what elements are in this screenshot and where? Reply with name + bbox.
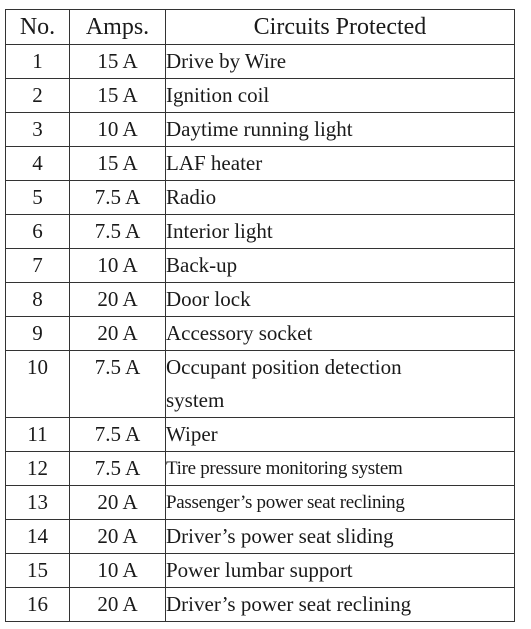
table-row xyxy=(6,418,515,452)
cell-amps: 15 A xyxy=(70,79,166,113)
cell-amps: 20 A xyxy=(70,317,166,351)
cell-no: 10 xyxy=(6,351,70,418)
table-row xyxy=(6,486,515,520)
table-row xyxy=(6,79,515,113)
cell-no: 15 xyxy=(6,554,70,588)
cell-amps: 20 A xyxy=(70,520,166,554)
fuse-table xyxy=(5,9,515,622)
cell-no: 6 xyxy=(6,215,70,249)
table-row xyxy=(6,283,515,317)
cell-circuit: Wiper xyxy=(166,418,515,452)
cell-circuit-line2: system xyxy=(166,388,225,412)
cell-amps: 10 A xyxy=(70,554,166,588)
header-circuits: Circuits Protected xyxy=(166,10,515,45)
table-row xyxy=(6,317,515,351)
table-row xyxy=(6,113,515,147)
cell-no: 8 xyxy=(6,283,70,317)
cell-amps: 20 A xyxy=(70,486,166,520)
cell-circuit: Power lumbar support xyxy=(166,554,515,588)
header-no: No. xyxy=(6,10,70,45)
cell-amps: 10 A xyxy=(70,249,166,283)
cell-no: 16 xyxy=(6,588,70,622)
cell-circuit-line1: Occupant position detection xyxy=(166,355,402,379)
table-row xyxy=(6,351,515,418)
cell-no: 1 xyxy=(6,45,70,79)
cell-no: 3 xyxy=(6,113,70,147)
table-row xyxy=(6,520,515,554)
cell-circuit: Drive by Wire xyxy=(166,45,515,79)
cell-no: 14 xyxy=(6,520,70,554)
cell-circuit: Daytime running light xyxy=(166,113,515,147)
cell-amps: 7.5 A xyxy=(70,452,166,486)
cell-circuit: Tire pressure monitoring system xyxy=(166,452,515,486)
cell-no: 9 xyxy=(6,317,70,351)
cell-no: 11 xyxy=(6,418,70,452)
cell-circuit: Interior light xyxy=(166,215,515,249)
cell-circuit: Passenger’s power seat reclining xyxy=(166,486,515,520)
cell-circuit xyxy=(166,351,515,418)
cell-amps: 7.5 A xyxy=(70,418,166,452)
cell-amps: 10 A xyxy=(70,113,166,147)
table-row xyxy=(6,554,515,588)
cell-amps: 15 A xyxy=(70,147,166,181)
table-row xyxy=(6,249,515,283)
cell-amps: 7.5 A xyxy=(70,351,166,418)
cell-no: 12 xyxy=(6,452,70,486)
cell-circuit: Driver’s power seat reclining xyxy=(166,588,515,622)
cell-circuit: Accessory socket xyxy=(166,317,515,351)
table-row xyxy=(6,45,515,79)
cell-circuit: Driver’s power seat sliding xyxy=(166,520,515,554)
header-row xyxy=(6,10,515,45)
cell-no: 13 xyxy=(6,486,70,520)
table-row xyxy=(6,452,515,486)
cell-amps: 20 A xyxy=(70,283,166,317)
cell-no: 7 xyxy=(6,249,70,283)
table-row xyxy=(6,147,515,181)
cell-amps: 7.5 A xyxy=(70,215,166,249)
table-row xyxy=(6,588,515,622)
cell-amps: 20 A xyxy=(70,588,166,622)
cell-amps: 15 A xyxy=(70,45,166,79)
cell-amps: 7.5 A xyxy=(70,181,166,215)
cell-circuit: Radio xyxy=(166,181,515,215)
table-row xyxy=(6,181,515,215)
cell-circuit: Back-up xyxy=(166,249,515,283)
cell-no: 5 xyxy=(6,181,70,215)
cell-no: 2 xyxy=(6,79,70,113)
header-amps: Amps. xyxy=(70,10,166,45)
cell-circuit: Ignition coil xyxy=(166,79,515,113)
cell-circuit: Door lock xyxy=(166,283,515,317)
cell-no: 4 xyxy=(6,147,70,181)
table-row xyxy=(6,215,515,249)
cell-circuit: LAF heater xyxy=(166,147,515,181)
